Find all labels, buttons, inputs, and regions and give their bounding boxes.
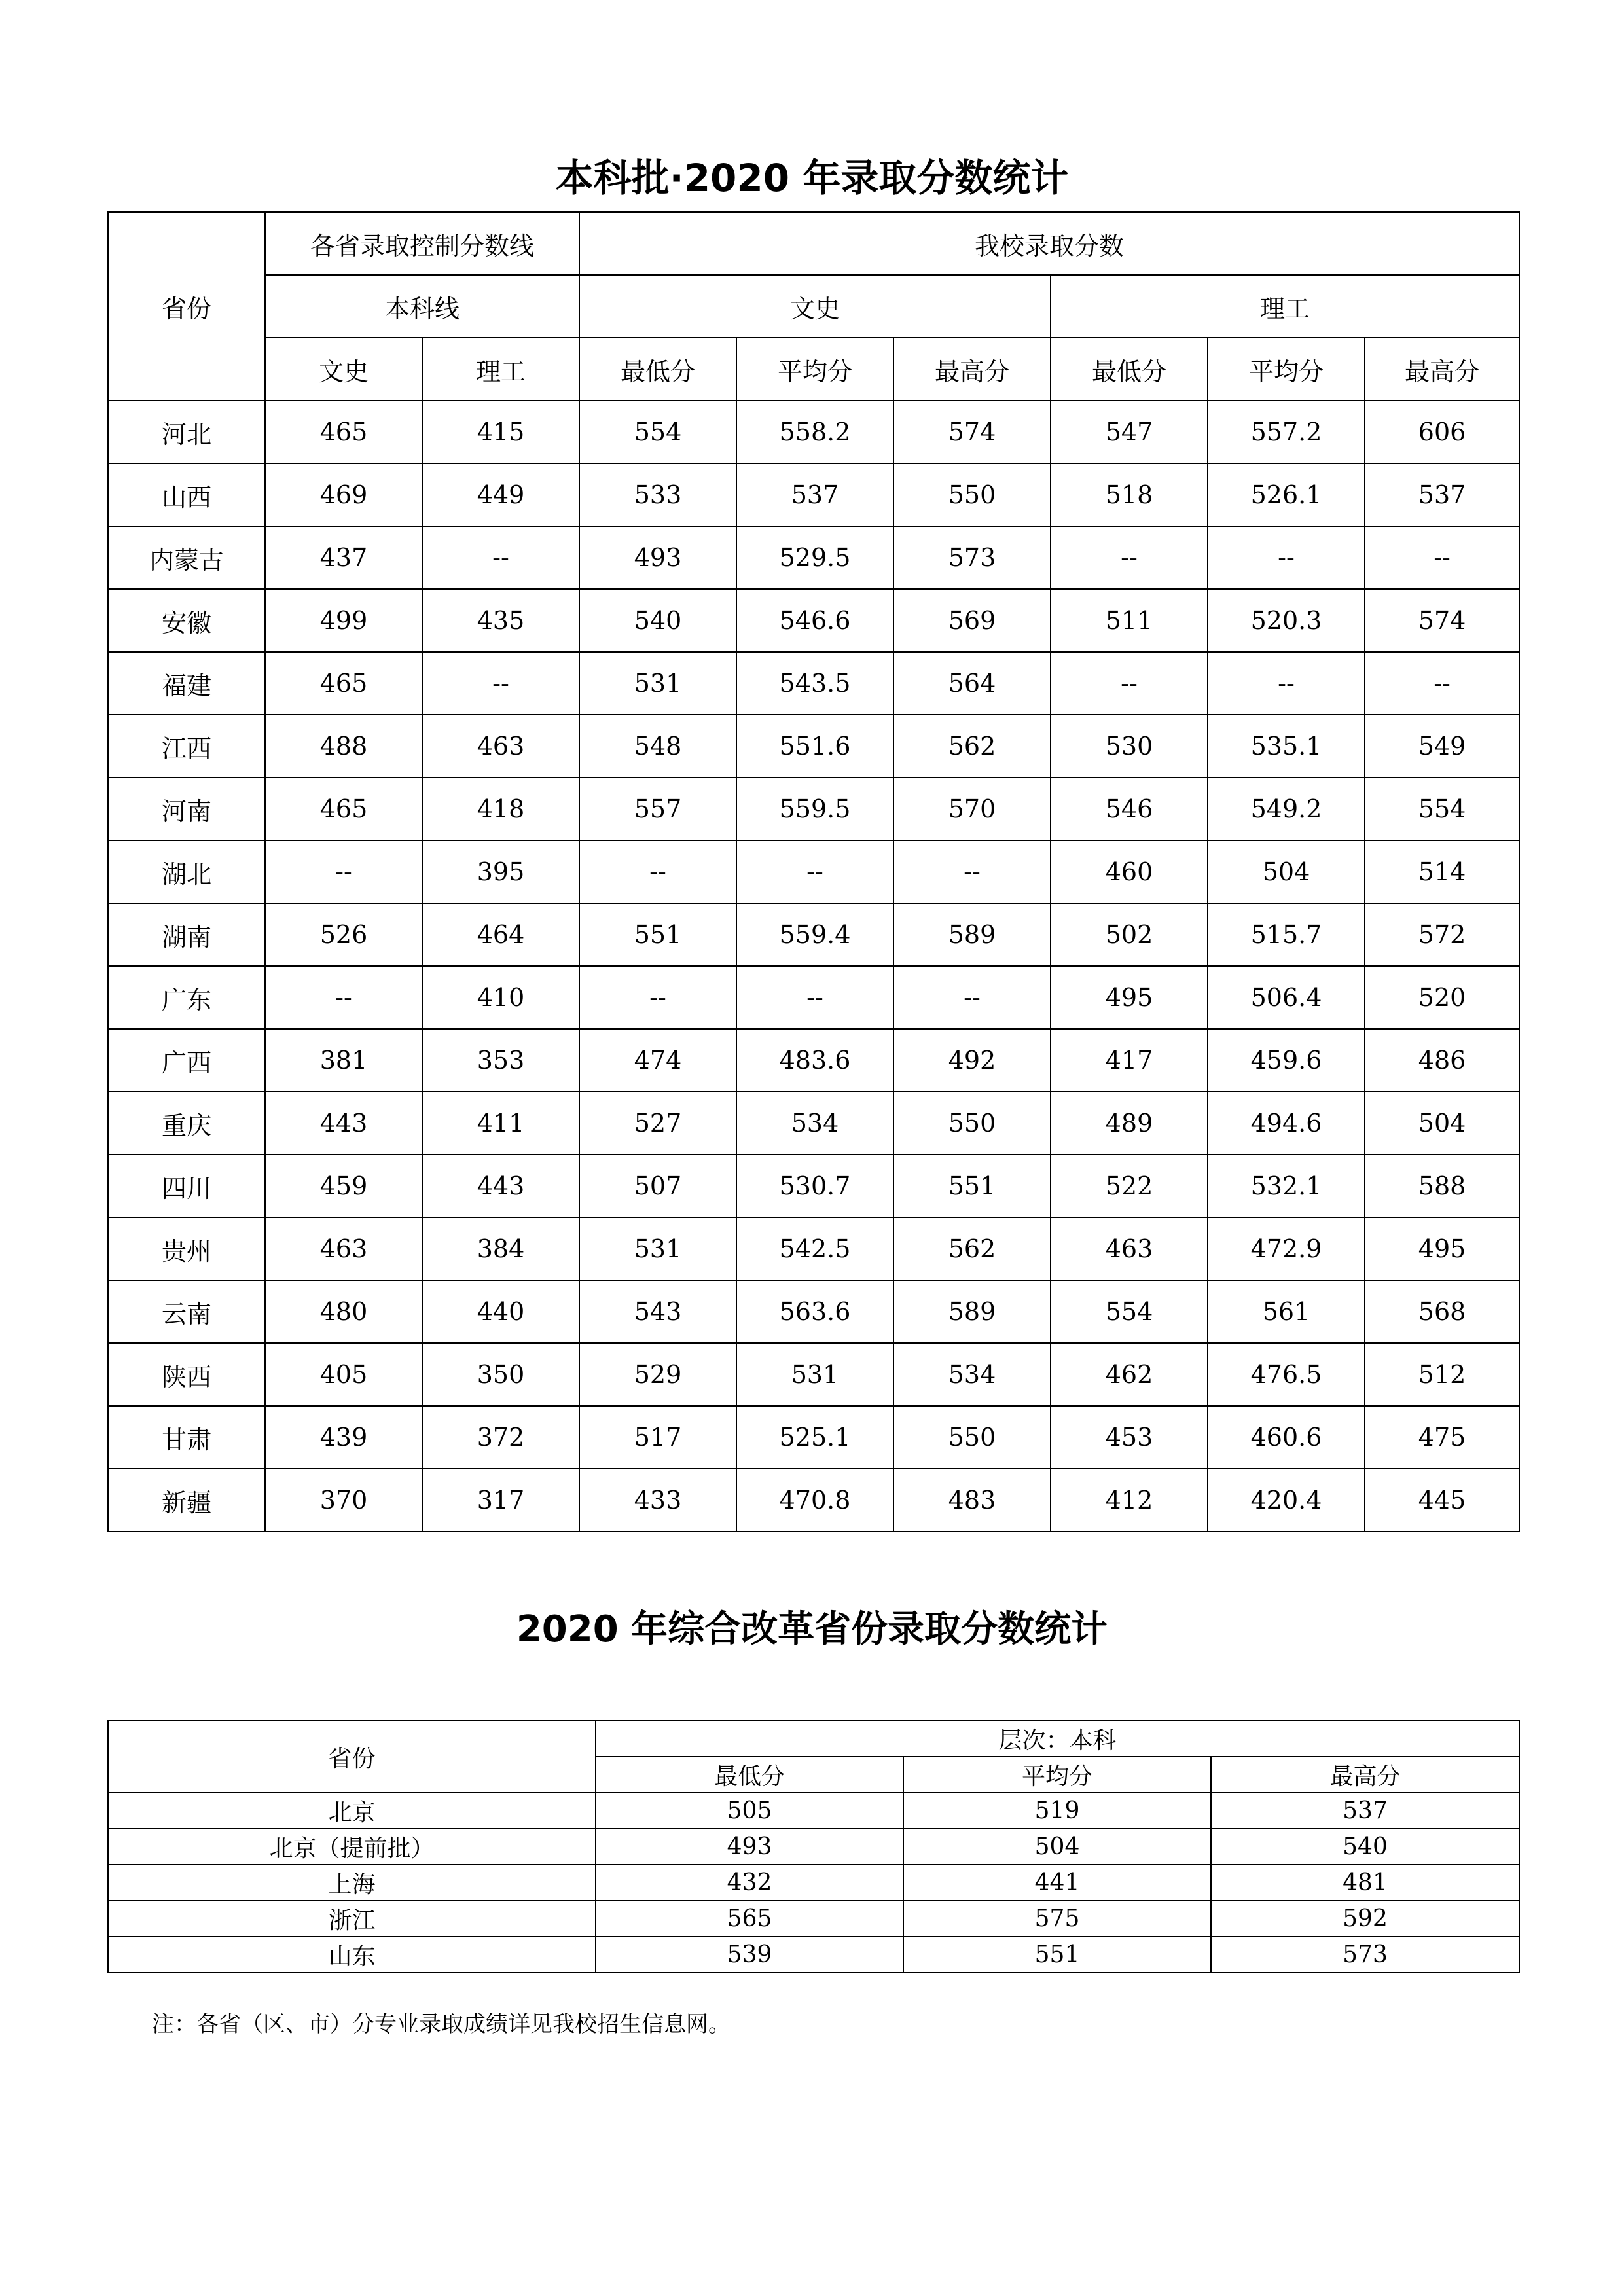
score-cell: 550 (893, 1406, 1051, 1469)
score-cell: 546 (1051, 778, 1208, 840)
score-cell: 517 (579, 1406, 736, 1469)
subheader-cell: 文史 (265, 338, 422, 401)
score-cell: -- (1365, 526, 1519, 589)
score-cell: 353 (422, 1029, 579, 1092)
table-row (108, 463, 1519, 526)
score-cell: 459 (265, 1155, 422, 1217)
score-cell: 554 (1365, 778, 1519, 840)
table-row (108, 1092, 1519, 1155)
score-cell: 445 (1365, 1469, 1519, 1532)
score-cell: 563.6 (736, 1280, 893, 1343)
score-cell: 476.5 (1208, 1343, 1365, 1406)
province-cell: 内蒙古 (108, 526, 265, 589)
score-cell: -- (1051, 652, 1208, 715)
header-province: 省份 (108, 1721, 596, 1793)
score-cell: 573 (893, 526, 1051, 589)
score-cell: 551 (903, 1937, 1211, 1973)
score-cell: 415 (422, 401, 579, 463)
province-cell: 河南 (108, 778, 265, 840)
score-cell: 529.5 (736, 526, 893, 589)
score-cell: 462 (1051, 1343, 1208, 1406)
table-row (108, 1793, 1519, 1829)
score-cell: 562 (893, 1217, 1051, 1280)
subheader-cell: 平均分 (1208, 338, 1365, 401)
score-cell: 575 (903, 1901, 1211, 1937)
province-cell: 重庆 (108, 1092, 265, 1155)
score-cell: 440 (422, 1280, 579, 1343)
table-row (108, 1406, 1519, 1469)
score-cell: 557.2 (1208, 401, 1365, 463)
score-cell: 530.7 (736, 1155, 893, 1217)
province-cell: 广西 (108, 1029, 265, 1092)
score-cell: 537 (1365, 463, 1519, 526)
score-cell: 534 (736, 1092, 893, 1155)
score-cell: 495 (1051, 966, 1208, 1029)
province-cell: 陕西 (108, 1343, 265, 1406)
score-cell: 472.9 (1208, 1217, 1365, 1280)
score-cell: 535.1 (1208, 715, 1365, 778)
score-cell: 574 (1365, 589, 1519, 652)
score-cell: 504 (1208, 840, 1365, 903)
score-cell: 532.1 (1208, 1155, 1365, 1217)
table-row (108, 1901, 1519, 1937)
header-level: 层次：本科 (596, 1721, 1519, 1757)
score-cell: -- (893, 840, 1051, 903)
score-cell: 550 (893, 463, 1051, 526)
table-row (108, 778, 1519, 840)
score-cell: 529 (579, 1343, 736, 1406)
province-cell: 北京（提前批） (108, 1829, 596, 1865)
table-row (108, 715, 1519, 778)
score-cell: 505 (596, 1793, 903, 1829)
score-cell: 514 (1365, 840, 1519, 903)
score-cell: 411 (422, 1092, 579, 1155)
score-cell: 554 (579, 401, 736, 463)
province-cell: 甘肃 (108, 1406, 265, 1469)
score-cell: 534 (893, 1343, 1051, 1406)
table-row (108, 1155, 1519, 1217)
score-cell: 530 (1051, 715, 1208, 778)
score-cell: 568 (1365, 1280, 1519, 1343)
score-cell: 486 (1365, 1029, 1519, 1092)
score-cell: 453 (1051, 1406, 1208, 1469)
score-cell: 480 (265, 1280, 422, 1343)
score-cell: 546.6 (736, 589, 893, 652)
score-cell: 512 (1365, 1343, 1519, 1406)
score-cell: 540 (579, 589, 736, 652)
table-row (108, 1469, 1519, 1532)
score-cell: -- (579, 966, 736, 1029)
province-cell: 广东 (108, 966, 265, 1029)
province-cell: 北京 (108, 1793, 596, 1829)
province-cell: 上海 (108, 1865, 596, 1901)
subheader-cell: 最高分 (893, 338, 1051, 401)
score-cell: 443 (265, 1092, 422, 1155)
reform-province-table (107, 1720, 1520, 1973)
table-row (108, 526, 1519, 589)
score-cell: 558.2 (736, 401, 893, 463)
table-row (108, 1217, 1519, 1280)
score-cell: 559.5 (736, 778, 893, 840)
subheader-cell: 最高分 (1211, 1757, 1519, 1793)
score-cell: 441 (903, 1865, 1211, 1901)
score-cell: 439 (265, 1406, 422, 1469)
score-cell: -- (1365, 652, 1519, 715)
province-cell: 安徽 (108, 589, 265, 652)
score-cell: 588 (1365, 1155, 1519, 1217)
score-cell: -- (265, 966, 422, 1029)
province-cell: 新疆 (108, 1469, 265, 1532)
score-cell: -- (736, 840, 893, 903)
score-cell: 548 (579, 715, 736, 778)
score-cell: 493 (579, 526, 736, 589)
score-cell: 547 (1051, 401, 1208, 463)
score-cell: 573 (1211, 1937, 1519, 1973)
score-cell: -- (422, 526, 579, 589)
score-cell: 511 (1051, 589, 1208, 652)
subheader-cell: 平均分 (736, 338, 893, 401)
score-cell: 493 (596, 1829, 903, 1865)
table-row (108, 903, 1519, 966)
score-cell: -- (422, 652, 579, 715)
score-cell: 489 (1051, 1092, 1208, 1155)
score-cell: -- (265, 840, 422, 903)
score-cell: 543 (579, 1280, 736, 1343)
score-cell: 559.4 (736, 903, 893, 966)
province-cell: 云南 (108, 1280, 265, 1343)
score-cell: 502 (1051, 903, 1208, 966)
reform-province-table-body (108, 1793, 1519, 1973)
subheader-cell: 理工 (422, 338, 579, 401)
table-row (108, 1029, 1519, 1092)
score-cell: 551.6 (736, 715, 893, 778)
header-ligong: 理工 (1051, 275, 1519, 338)
score-cell: 531 (736, 1343, 893, 1406)
province-cell: 湖南 (108, 903, 265, 966)
score-cell: 395 (422, 840, 579, 903)
score-cell: 463 (265, 1217, 422, 1280)
score-cell: -- (1208, 652, 1365, 715)
score-cell: 522 (1051, 1155, 1208, 1217)
footnote: 注：各省（区、市）分专业录取成绩详见我校招生信息网。 (152, 2011, 731, 2037)
score-cell: 465 (265, 652, 422, 715)
header-school-score: 我校录取分数 (579, 212, 1519, 275)
score-cell: 507 (579, 1155, 736, 1217)
score-cell: 384 (422, 1217, 579, 1280)
score-cell: -- (1051, 526, 1208, 589)
score-cell: 495 (1365, 1217, 1519, 1280)
table-row (108, 1280, 1519, 1343)
score-cell: 474 (579, 1029, 736, 1092)
score-cell: 483 (893, 1469, 1051, 1532)
score-cell: 317 (422, 1469, 579, 1532)
table-row (108, 1343, 1519, 1406)
score-cell: 520.3 (1208, 589, 1365, 652)
score-cell: 549.2 (1208, 778, 1365, 840)
score-cell: 417 (1051, 1029, 1208, 1092)
table-row (108, 401, 1519, 463)
score-cell: 557 (579, 778, 736, 840)
subheader-cell: 最低分 (1051, 338, 1208, 401)
score-cell: 504 (1365, 1092, 1519, 1155)
score-cell: 589 (893, 1280, 1051, 1343)
score-cell: 460 (1051, 840, 1208, 903)
score-cell: 543.5 (736, 652, 893, 715)
province-cell: 贵州 (108, 1217, 265, 1280)
score-cell: 519 (903, 1793, 1211, 1829)
score-cell: 469 (265, 463, 422, 526)
score-cell: -- (736, 966, 893, 1029)
score-cell: 410 (422, 966, 579, 1029)
score-cell: 465 (265, 401, 422, 463)
score-cell: 539 (596, 1937, 903, 1973)
province-cell: 湖北 (108, 840, 265, 903)
score-cell: 405 (265, 1343, 422, 1406)
score-cell: 370 (265, 1469, 422, 1532)
score-cell: 420.4 (1208, 1469, 1365, 1532)
score-cell: 589 (893, 903, 1051, 966)
score-cell: 537 (1211, 1793, 1519, 1829)
score-cell: 418 (422, 778, 579, 840)
score-cell: 481 (1211, 1865, 1519, 1901)
table-row (108, 652, 1519, 715)
table-row (108, 840, 1519, 903)
score-cell: 561 (1208, 1280, 1365, 1343)
score-cell: 470.8 (736, 1469, 893, 1532)
table-row (108, 966, 1519, 1029)
score-cell: 592 (1211, 1901, 1519, 1937)
score-cell: 551 (893, 1155, 1051, 1217)
score-cell: 542.5 (736, 1217, 893, 1280)
score-cell: 562 (893, 715, 1051, 778)
table-row (108, 1829, 1519, 1865)
score-cell: 381 (265, 1029, 422, 1092)
score-cell: 527 (579, 1092, 736, 1155)
score-cell: 483.6 (736, 1029, 893, 1092)
score-cell: 569 (893, 589, 1051, 652)
score-cell: 606 (1365, 401, 1519, 463)
header-wenshi: 文史 (579, 275, 1051, 338)
score-cell: 499 (265, 589, 422, 652)
province-cell: 河北 (108, 401, 265, 463)
subheader-cell: 最高分 (1365, 338, 1519, 401)
score-cell: 437 (265, 526, 422, 589)
score-cell: 504 (903, 1829, 1211, 1865)
score-cell: 465 (265, 778, 422, 840)
score-cell: 492 (893, 1029, 1051, 1092)
score-cell: 533 (579, 463, 736, 526)
header-control-line: 各省录取控制分数线 (265, 212, 579, 275)
province-cell: 福建 (108, 652, 265, 715)
score-cell: 520 (1365, 966, 1519, 1029)
score-cell: 475 (1365, 1406, 1519, 1469)
score-cell: 350 (422, 1343, 579, 1406)
score-cell: 537 (736, 463, 893, 526)
score-cell: 463 (422, 715, 579, 778)
score-cell: 551 (579, 903, 736, 966)
score-cell: 565 (596, 1901, 903, 1937)
province-cell: 山西 (108, 463, 265, 526)
province-cell: 四川 (108, 1155, 265, 1217)
subheader-cell: 最低分 (596, 1757, 903, 1793)
admission-score-table-body (108, 401, 1519, 1532)
score-cell: 515.7 (1208, 903, 1365, 966)
score-cell: 463 (1051, 1217, 1208, 1280)
score-cell: 525.1 (736, 1406, 893, 1469)
score-cell: 531 (579, 652, 736, 715)
score-cell: 540 (1211, 1829, 1519, 1865)
table-row (108, 1937, 1519, 1973)
province-cell: 浙江 (108, 1901, 596, 1937)
header-benke-line: 本科线 (265, 275, 579, 338)
province-cell: 江西 (108, 715, 265, 778)
score-cell: 460.6 (1208, 1406, 1365, 1469)
score-cell: 488 (265, 715, 422, 778)
score-cell: 554 (1051, 1280, 1208, 1343)
score-cell: 526.1 (1208, 463, 1365, 526)
score-cell: 443 (422, 1155, 579, 1217)
score-cell: 549 (1365, 715, 1519, 778)
score-cell: -- (1208, 526, 1365, 589)
score-cell: -- (579, 840, 736, 903)
subheader-cell: 最低分 (579, 338, 736, 401)
header-province: 省份 (108, 212, 265, 401)
score-cell: 518 (1051, 463, 1208, 526)
table-row (108, 589, 1519, 652)
score-cell: 449 (422, 463, 579, 526)
score-cell: 506.4 (1208, 966, 1365, 1029)
score-cell: 372 (422, 1406, 579, 1469)
subheader-cell: 平均分 (903, 1757, 1211, 1793)
score-cell: 435 (422, 589, 579, 652)
score-cell: 564 (893, 652, 1051, 715)
score-cell: 464 (422, 903, 579, 966)
score-cell: 550 (893, 1092, 1051, 1155)
score-cell: 572 (1365, 903, 1519, 966)
admission-score-table (107, 211, 1520, 1532)
province-cell: 山东 (108, 1937, 596, 1973)
score-cell: 494.6 (1208, 1092, 1365, 1155)
score-cell: 526 (265, 903, 422, 966)
table2-title: 2020 年综合改革省份录取分数统计 (516, 1608, 1108, 1651)
score-cell: 412 (1051, 1469, 1208, 1532)
score-cell: 531 (579, 1217, 736, 1280)
table1-title: 本科批·2020 年录取分数统计 (555, 156, 1069, 200)
score-cell: 570 (893, 778, 1051, 840)
score-cell: -- (893, 966, 1051, 1029)
score-cell: 459.6 (1208, 1029, 1365, 1092)
table-row (108, 1865, 1519, 1901)
score-cell: 433 (579, 1469, 736, 1532)
score-cell: 574 (893, 401, 1051, 463)
score-cell: 432 (596, 1865, 903, 1901)
